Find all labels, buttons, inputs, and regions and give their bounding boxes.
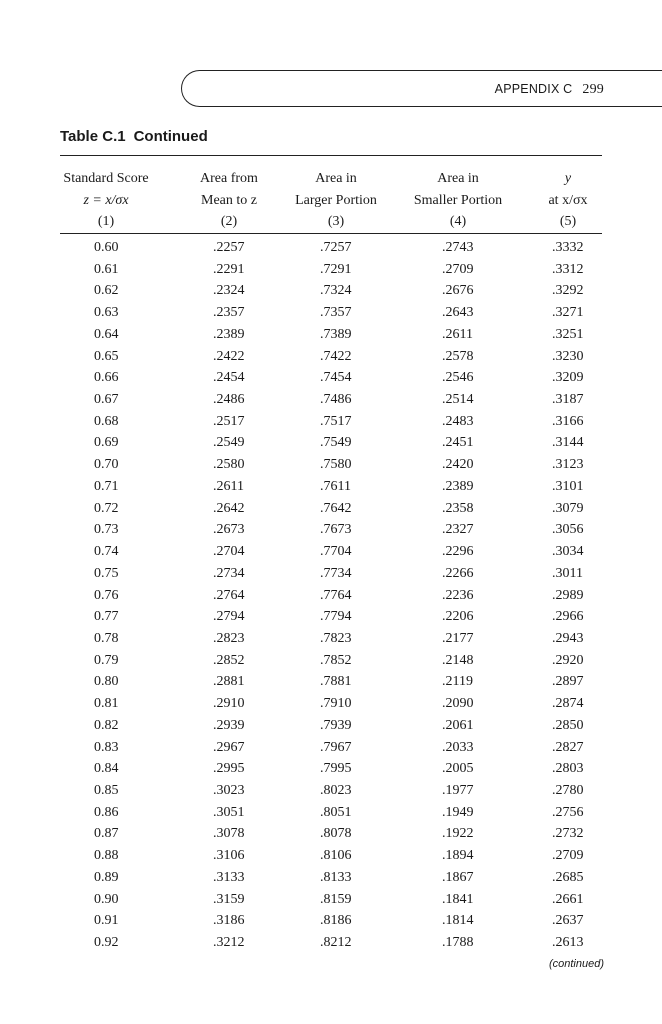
table-cell: .2420 [442,457,474,473]
table-cell: 0.81 [94,696,119,712]
table-cell: .2756 [552,804,584,820]
table-cell: .2357 [213,305,245,321]
table-cell: 0.86 [94,804,119,820]
table-cell: 0.71 [94,478,119,494]
table-cell: .2676 [442,283,474,299]
table-cell: .2206 [442,609,474,625]
page-number: 299 [582,82,604,97]
table-row [0,302,662,324]
table-cell: .7357 [320,305,352,321]
table-cell: .2005 [442,761,474,777]
table-cell: .2637 [552,913,584,929]
table-cell: .2852 [213,652,245,668]
table-cell: 0.65 [94,348,119,364]
table-cell: .2827 [552,739,584,755]
table-cell: .3056 [552,522,584,538]
table-cell: .2943 [552,630,584,646]
table-row [0,606,662,628]
table-cell: .2389 [442,478,474,494]
table-cell: 0.83 [94,739,119,755]
table-cell: 0.63 [94,305,119,321]
table-row [0,693,662,715]
table-top-rule [60,155,602,156]
table-cell: .7910 [320,696,352,712]
table-cell: .1977 [442,782,474,798]
table-cell: .2897 [552,674,584,690]
table-cell: .2709 [552,848,584,864]
table-cell: .2033 [442,739,474,755]
table-row [0,454,662,476]
appendix-label: APPENDIX C [494,82,573,96]
table-cell: .8023 [320,782,352,798]
table-cell: .3212 [213,935,245,950]
table-row [0,237,662,259]
table-cell: .2910 [213,696,245,712]
table-cell: .7291 [320,261,352,277]
table-row [0,367,662,389]
column-header-line2: at x/σx [548,192,588,208]
table-cell: .2061 [442,717,474,733]
column-header-number: (1) [97,214,115,229]
table-cell: .2704 [213,544,245,560]
table-cell: .3312 [552,261,584,277]
table-cell: 0.87 [94,826,119,842]
column-header-number: (2) [220,214,238,229]
table-cell: .2967 [213,739,245,755]
table-cell: .7580 [320,457,352,473]
table-cell: 0.90 [94,891,119,907]
table-cell: 0.91 [94,913,119,929]
table-cell: .3051 [213,804,245,820]
table-cell: .7967 [320,739,352,755]
table-cell: .2358 [442,500,474,516]
table-cell: 0.80 [94,674,119,690]
table-cell: .2611 [442,326,473,342]
table-row [0,259,662,281]
table-cell: 0.82 [94,717,119,733]
table-row [0,737,662,759]
table-cell: .2291 [213,261,245,277]
table-cell: .3101 [552,478,584,494]
table-cell: .3186 [213,913,245,929]
table-row [0,715,662,737]
table-row [0,802,662,824]
table-cell: .2874 [552,696,584,712]
table-row [0,650,662,672]
table-header-rule [60,233,602,234]
table-cell: .1894 [442,848,474,864]
table-cell: 0.68 [94,413,119,429]
table-cell: .3271 [552,305,584,321]
column-header-line2: Mean to z [201,192,257,208]
table-row [0,585,662,607]
table-cell: .7454 [320,370,352,386]
table-cell: .3209 [552,370,584,386]
table-cell: 0.84 [94,761,119,777]
table-cell: .7704 [320,544,352,560]
table-cell: .7486 [320,392,352,408]
table-cell: .2823 [213,630,245,646]
table-cell: .7642 [320,500,352,516]
table-cell: .3251 [552,326,584,342]
table-cell: .7517 [320,413,352,429]
table-cell: .2881 [213,674,245,690]
continued-note: (continued) [548,958,604,970]
table-cell: 0.89 [94,869,119,885]
table-cell: .2327 [442,522,474,538]
table-cell: .2389 [213,326,245,342]
table-cell: .2732 [552,826,584,842]
table-cell: .7673 [320,522,352,538]
column-header-number: (5) [559,214,577,229]
table-cell: .2794 [213,609,245,625]
table-cell: .2090 [442,696,474,712]
table-cell: .2422 [213,348,245,364]
table-row [0,541,662,563]
table-cell: .2764 [213,587,245,603]
table-cell: .2451 [442,435,474,451]
table-cell: .8078 [320,826,352,842]
table-cell: .2578 [442,348,474,364]
table-cell: .3159 [213,891,245,907]
column-header-line2: z = x/σx [83,192,129,208]
table-title [60,128,208,145]
table-cell: .7611 [320,478,351,494]
table-cell: .2803 [552,761,584,777]
table-row [0,498,662,520]
table-cell: .1814 [442,913,474,929]
table-cell: .7794 [320,609,352,625]
table-cell: .2734 [213,565,245,581]
table-cell: .1867 [442,869,474,885]
table-cell: .2920 [552,652,584,668]
table-cell: .7549 [320,435,352,451]
column-header-line2: Larger Portion [295,192,377,208]
table-cell: .7764 [320,587,352,603]
table-cell: .7823 [320,630,352,646]
table-cell: .3123 [552,457,584,473]
table-cell: .2611 [213,478,244,494]
table-cell: .2177 [442,630,474,646]
table-cell: .2119 [442,674,473,690]
table-cell: 0.75 [94,565,119,581]
table-cell: .7881 [320,674,352,690]
running-head [495,82,604,98]
column-header-line1: y [564,171,572,186]
table-cell: 0.70 [94,457,119,473]
table-cell: 0.60 [94,240,119,255]
table-cell: .2148 [442,652,474,668]
table-cell: .7324 [320,283,352,299]
table-cell: .1922 [442,826,474,842]
table-cell: .3144 [552,435,584,451]
table-cell: .7995 [320,761,352,777]
table-cell: .1788 [442,935,474,950]
table-title-label: Table C.1 [60,128,126,145]
column-header-number: (3) [327,214,345,229]
table-cell: .2296 [442,544,474,560]
table-row [0,476,662,498]
table-cell: .2483 [442,413,474,429]
table-cell: .8051 [320,804,352,820]
table-cell: .3230 [552,348,584,364]
table-cell: .3292 [552,283,584,299]
table-row [0,671,662,693]
table-row [0,910,662,932]
table-cell: .8159 [320,891,352,907]
table-row [0,519,662,541]
column-header-line2: Smaller Portion [413,192,503,208]
table-body [0,237,662,954]
table-cell: .2580 [213,457,245,473]
column-header-line1: Area in [315,171,357,186]
table-cell: .7257 [320,240,352,255]
table-cell: .2546 [442,370,474,386]
table-row [0,889,662,911]
column-header-line1: Area from [200,171,258,186]
table-cell: .2673 [213,522,245,538]
table-cell: .2549 [213,435,245,451]
table-cell: .3034 [552,544,584,560]
table-row [0,758,662,780]
table-cell: .1949 [442,804,474,820]
table-cell: 0.79 [94,652,119,668]
table-cell: .3133 [213,869,245,885]
table-cell: 0.76 [94,587,119,603]
table-cell: .7422 [320,348,352,364]
table-cell: 0.85 [94,782,119,798]
table-row [0,932,662,954]
table-cell: .2236 [442,587,474,603]
table-cell: .2517 [213,413,245,429]
table-cell: 0.66 [94,370,119,386]
table-cell: .2454 [213,370,245,386]
table-cell: .3187 [552,392,584,408]
column-header-area-from-mean [176,168,282,233]
table-cell: .3011 [552,565,583,581]
table-row [0,823,662,845]
table-cell: .8186 [320,913,352,929]
table-cell: .7939 [320,717,352,733]
table-cell: 0.61 [94,261,119,277]
table-row [0,563,662,585]
table-row [0,389,662,411]
column-header-line1: Standard Score [63,171,149,186]
table-cell: 0.62 [94,283,119,299]
table-cell: .2642 [213,500,245,516]
column-header-ordinate [525,168,611,233]
table-cell: .7389 [320,326,352,342]
table-row [0,845,662,867]
column-header-smaller-portion [403,168,513,233]
table-cell: .2780 [552,782,584,798]
table-row [0,867,662,889]
table-cell: .2743 [442,240,474,255]
table-cell: .2709 [442,261,474,277]
column-header-standard-score [50,168,162,233]
table-cell: .3078 [213,826,245,842]
table-cell: 0.78 [94,630,119,646]
table-cell: .8133 [320,869,352,885]
table-cell: 0.67 [94,392,119,408]
table-row [0,628,662,650]
table-cell: .2643 [442,305,474,321]
table-cell: .1841 [442,891,474,907]
table-row [0,432,662,454]
table-cell: .2661 [552,891,584,907]
table-row [0,280,662,302]
column-header-number: (4) [449,214,467,229]
table-cell: .8212 [320,935,352,950]
table-cell: 0.69 [94,435,119,451]
table-cell: 0.74 [94,544,119,560]
column-header-line1: Area in [437,171,479,186]
table-cell: .2266 [442,565,474,581]
table-cell: .2850 [552,717,584,733]
table-cell: .2613 [552,935,584,950]
table-cell: .2257 [213,240,245,255]
table-cell: 0.72 [94,500,119,516]
table-cell: .7734 [320,565,352,581]
table-row [0,346,662,368]
table-cell: .3166 [552,413,584,429]
table-cell: .3079 [552,500,584,516]
table-cell: .7852 [320,652,352,668]
table-cell: .3332 [552,240,584,255]
table-cell: 0.77 [94,609,119,625]
table-cell: 0.88 [94,848,119,864]
table-title-suffix: Continued [133,128,208,145]
column-header-larger-portion [283,168,389,233]
table-cell: .2324 [213,283,245,299]
table-cell: .2486 [213,392,245,408]
table-cell: .3106 [213,848,245,864]
table-cell: .2939 [213,717,245,733]
table-cell: .3023 [213,782,245,798]
table-cell: .2966 [552,609,584,625]
table-cell: .2989 [552,587,584,603]
table-cell: .2514 [442,392,474,408]
table-cell: .8106 [320,848,352,864]
table-row [0,780,662,802]
table-cell: 0.73 [94,522,119,538]
table-row [0,324,662,346]
table-row [0,411,662,433]
table-cell: 0.92 [94,935,119,950]
table-cell: 0.64 [94,326,119,342]
table-cell: .2995 [213,761,245,777]
table-cell: .2685 [552,869,584,885]
